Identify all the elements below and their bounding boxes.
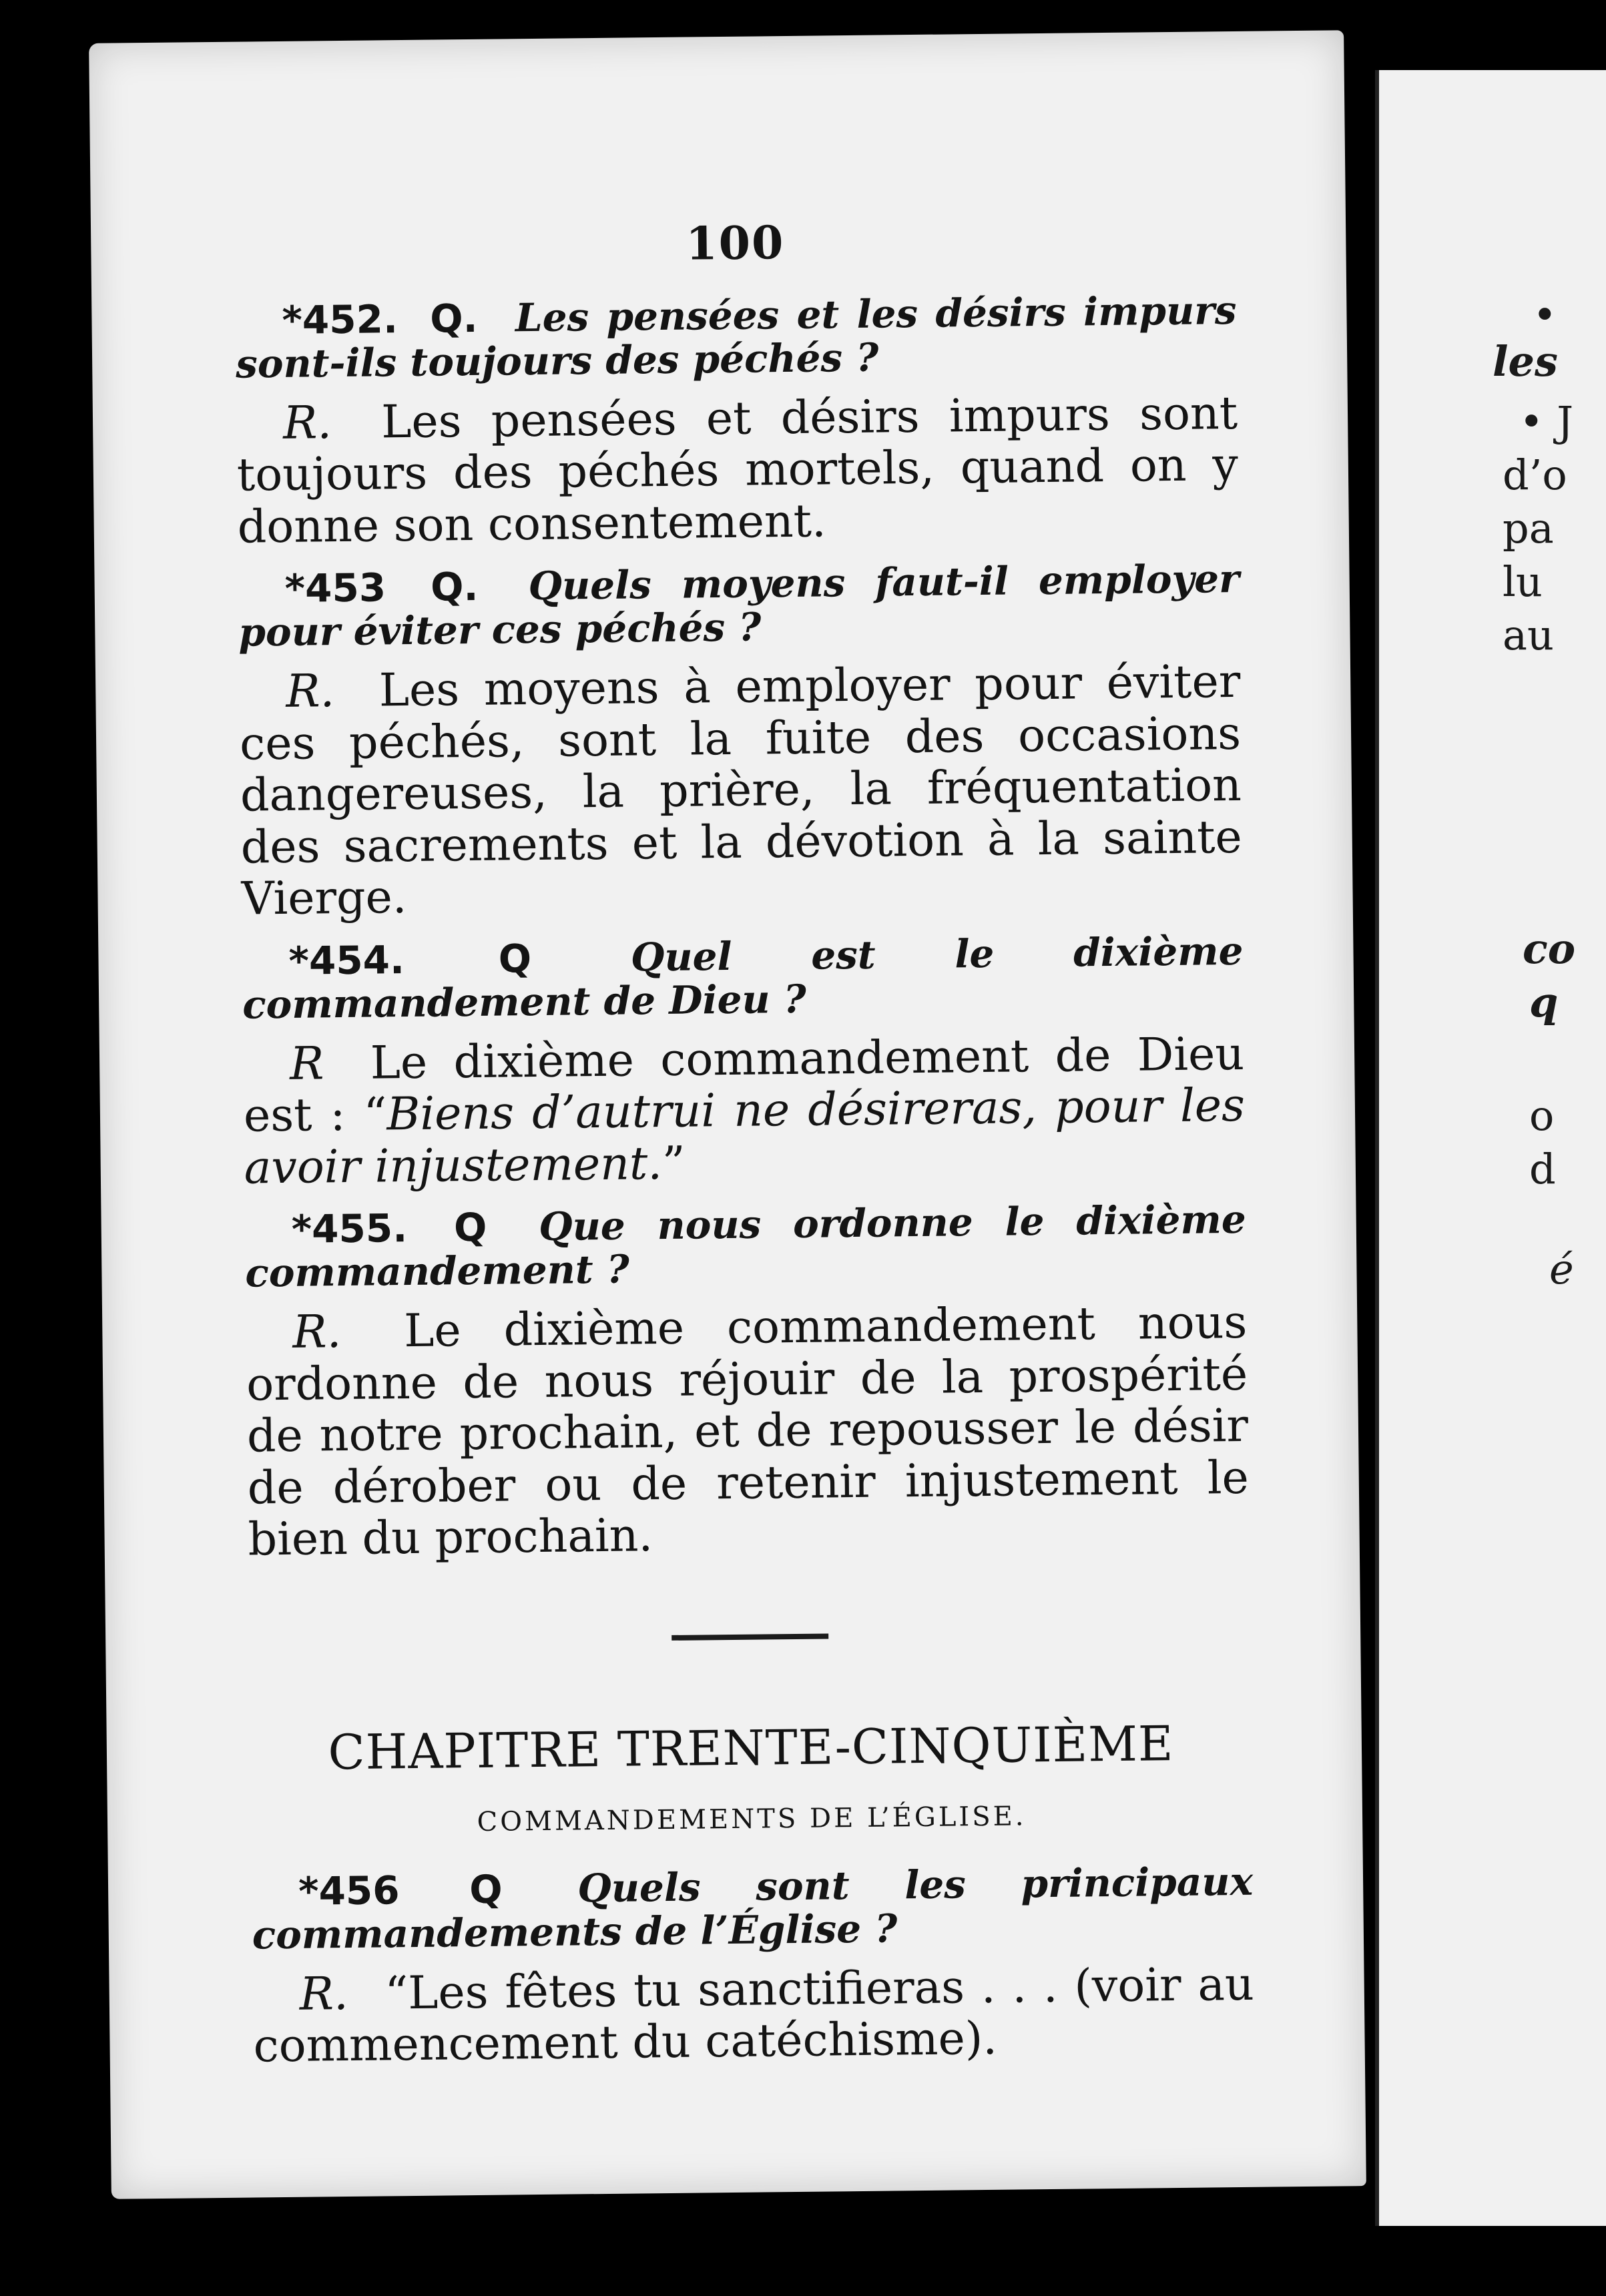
section-divider	[672, 1633, 828, 1640]
facing-fragment: les	[1493, 337, 1558, 386]
answer-text: Le dixième commandement nous ordonne de nous réjouir de la prospérité de notre prochain, et de repousser le désir de dérober ou de retenir injustement le bien du prochain.	[246, 1296, 1250, 1566]
question-marker: Q	[453, 1205, 487, 1251]
facing-fragment: au	[1503, 611, 1554, 659]
facing-fragment: o	[1529, 1091, 1555, 1140]
facing-fragment: é	[1549, 1245, 1574, 1294]
question-456	[252, 1860, 1254, 1958]
answer-marker: R.	[282, 396, 332, 450]
answer-marker: R.	[285, 665, 335, 719]
question-marker: Q.	[430, 564, 479, 611]
facing-page	[1375, 70, 1606, 2226]
answer-marker: R.	[299, 1967, 349, 2021]
question-454	[242, 930, 1244, 1027]
facing-fragment: d	[1529, 1145, 1556, 1193]
answer-452	[236, 388, 1239, 553]
question-455	[244, 1198, 1246, 1296]
question-text: Quels sont les principaux commandements de l’Église ?	[252, 1858, 1254, 1958]
page-number: 100	[685, 216, 785, 271]
question-number: *452.	[282, 296, 398, 343]
commandment-quote: Biens d’autrui ne désireras, pour les avoir injustement.	[244, 1079, 1246, 1195]
answer-text: Les pensées et désirs impurs sont toujours des péchés mortels, quand on y donne son consentement.	[236, 386, 1239, 554]
chapter-subtitle: COMMANDEMENTS DE L’ÉGLISE.	[477, 1801, 1027, 1837]
answer-marker: R	[289, 1037, 324, 1091]
question-number: *453	[284, 565, 386, 612]
answer-text-close: ”	[661, 1137, 686, 1190]
facing-fragment: • J	[1519, 397, 1574, 446]
question-text: Quel est le dixième commandement de Dieu ?	[242, 928, 1244, 1028]
question-number: *456	[298, 1868, 400, 1914]
question-marker: Q	[469, 1866, 503, 1912]
facing-fragment: co	[1523, 924, 1576, 973]
question-number: *455.	[291, 1205, 408, 1253]
facing-fragment: pa	[1503, 504, 1554, 553]
question-452	[235, 289, 1237, 386]
facing-fragment: d’o	[1503, 451, 1567, 499]
question-text: Les pensées et les désirs impurs sont-ils toujours des péchés ?	[235, 287, 1237, 387]
question-number: *454.	[288, 936, 405, 984]
question-text: Que nous ordonne le dixième commandement ?	[245, 1197, 1247, 1296]
question-marker: Q	[498, 936, 532, 982]
question-453	[238, 557, 1240, 655]
answer-453	[239, 656, 1243, 925]
facing-fragment: •	[1533, 290, 1557, 339]
chapter-title: CHAPITRE TRENTE-CINQUIÈME	[328, 1715, 1174, 1781]
answer-text: “Les fêtes tu sanctifieras . . . (voir au commencement du catéchisme).	[253, 1958, 1255, 2073]
question-marker: Q.	[429, 295, 478, 342]
facing-fragment: lu	[1503, 557, 1543, 606]
answer-text: Les moyens à employer pour éviter ces péchés, sont la fuite des occasions dangereuses, la prière, la fréquentation des sacrements et la dévotion à la sainte Vierge.	[239, 655, 1243, 926]
answer-text-lead: Le dixième commandement de Dieu est : “	[243, 1027, 1245, 1143]
answer-456	[252, 1959, 1255, 2073]
answer-455	[246, 1297, 1250, 1566]
question-text: Quels moyens faut-il employer pour éviter ces péchés ?	[238, 556, 1240, 656]
page-content	[234, 175, 1255, 2087]
left-page	[89, 30, 1366, 2199]
facing-fragment: q	[1529, 978, 1559, 1027]
answer-marker: R.	[292, 1306, 342, 1360]
answer-454	[243, 1029, 1246, 1194]
